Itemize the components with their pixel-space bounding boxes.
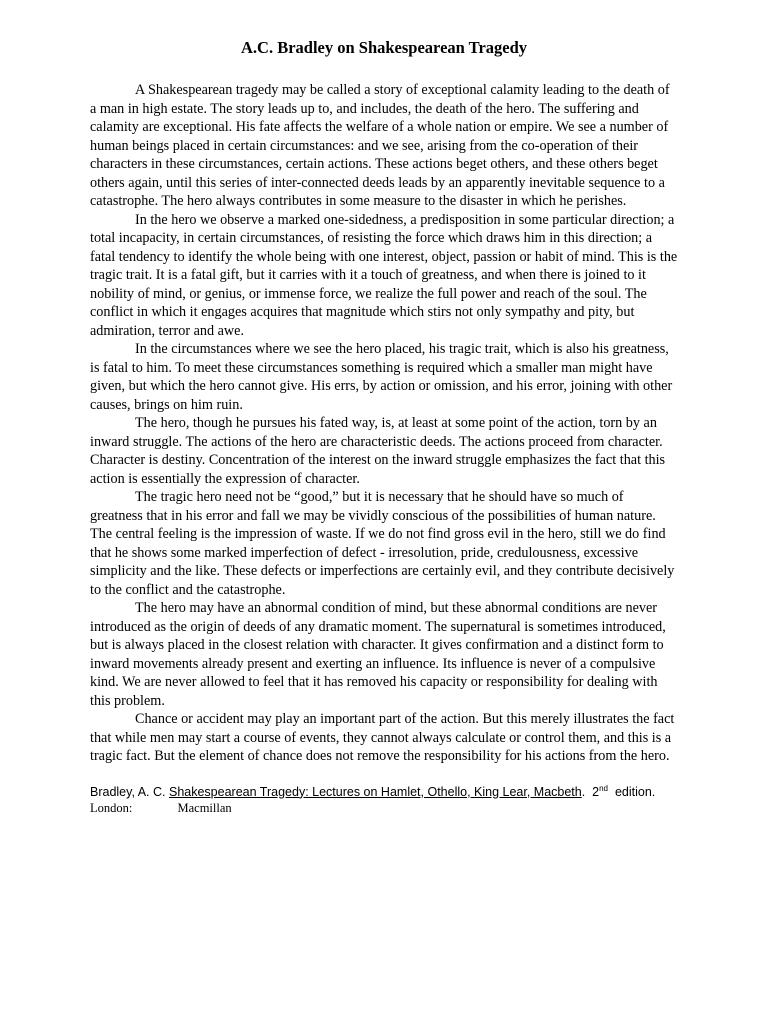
document-page <box>90 38 678 816</box>
paragraph-1: A Shakespearean tragedy may be called a story of exceptional calamity leading to the death of a man in high estate. The story leads up to, and includes, the death of the hero. The suffering and calamity are exceptional. His fate affects the welfare of a whole nation or empire. We see a number of human beings placed in certain circumstances: and we see, arising from the co-operation of their characters in these circumstances, certain actions. These actions beget others, and these others beget others again, until this series of inter-connected deeds leads by an apparently inevitable sequence to a catastrophe. The hero always contributes in some measure to the disaster in which he perishes. <box>90 82 670 209</box>
paragraph-4: The hero, though he pursues his fated way, is, at least at some point of the action, torn by an inward struggle. The actions of the hero are characteristic deeds. The actions proceed from character. Character is destiny. Concentration of the interest on the inward struggle emphasizes the fact that this action is essentially the expression of character. <box>90 415 666 487</box>
paragraph-3: In the circumstances where we see the hero placed, his tragic trait, which is also his greatness, is fatal to him. To meet these circumstances something is required which a smaller man might have given, but which the hero cannot give. His errs, by action or omission, and his error, joining with other causes, brings on him ruin. <box>90 341 673 413</box>
paragraph-5: The tragic hero need not be “good,” but it is necessary that he should have so much of greatness that in his error and fall we may be vividly conscious of the possibilities of human nature. The central feeling is the impression of waste. If we do not find gross evil in the hero, still we do find that he shows some marked imperfection of defect - irresolution, pride, credulousness, excessive simplicity and the like. These defects or imperfections are certainly evil, and they contribute decisively to the conflict and the catastrophe. <box>90 489 675 598</box>
citation-book-title: Shakespearean Tragedy: Lectures on Hamlet, Othello, King Lear, Macbeth <box>168 784 582 799</box>
citation-city: London: <box>90 800 133 815</box>
citation-edition-word: edition. <box>614 784 656 799</box>
citation-line-2 <box>90 800 678 816</box>
paragraph-6: The hero may have an abnormal condition of mind, but these abnormal conditions are never introduced as the origin of deeds of any dramatic moment. The supernatural is sometimes introduced, but is always placed in the closest relation with character. It gives confirmation and a distinct form to inward movements already present and exerting an influence. Its influence is never of a compulsive kind. We are never allowed to feel that it has removed his capacity or responsibility for dealing with this problem. <box>90 600 666 709</box>
paragraph-2: In the hero we observe a marked one-sidedness, a predisposition in some particular direction; a total incapacity, in certain circumstances, of resisting the force which draws him in this direction; a fatal tendency to identify the whole being with one interest, object, passion or habit of mind. This is the tragic trait. It is a fatal gift, but it carries with it a touch of greatness, and when there is joined to it nobility of mind, or genius, or immense force, we realize the full power and reach of the soul. The conflict in which it engages acquires that magnitude which stirs not only sympathy and pity, but admiration, terror and awe. <box>90 211 678 339</box>
paragraph-7: Chance or accident may play an important part of the action. But this merely illustrates the fact that while men may start a course of events, they cannot always calculate or control them, and this is a tragic fact. But the element of chance does not remove the responsibility for his actions from the hero. <box>90 711 675 764</box>
citation-author: Bradley, A. C. <box>90 784 166 799</box>
citation-line-1: Bradley, A. C. Shakespearean Tragedy: Lectures on Hamlet, Othello, King Lear, Macbeth. 2nd edition. <box>90 783 656 799</box>
document-title: A.C. Bradley on Shakespearean Tragedy <box>240 38 528 57</box>
citation <box>90 784 678 816</box>
citation-edition-suffix: nd <box>599 783 609 793</box>
document-body <box>90 81 678 766</box>
citation-publisher: Macmillan <box>177 800 232 815</box>
citation-edition-number: 2 <box>592 784 600 799</box>
